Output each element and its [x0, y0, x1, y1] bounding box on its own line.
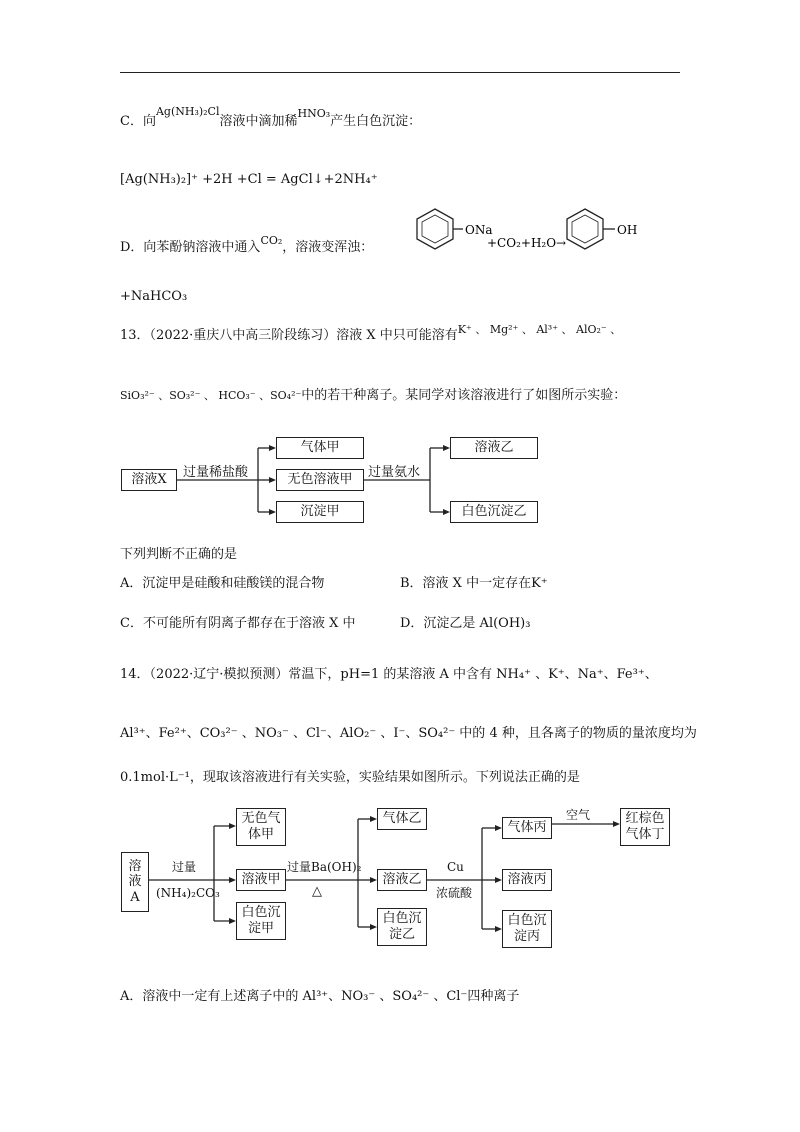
phenol-group: OH [617, 223, 638, 237]
option-c-reagent: Ag(NH₃)₂Cl [155, 105, 220, 118]
q14-number: 14． [120, 667, 150, 682]
q13-ions-line1: K⁺ 、 Mg²⁺ 、 Al³⁺ 、 AlO₂⁻ 、 [457, 323, 622, 336]
q14-reagent3-bottom: 浓硫酸 [436, 886, 473, 900]
q13-box-white-precipitate-b: 白色沉淀乙 [450, 501, 538, 523]
option-c-suffix: 产生白色沉淀： [330, 114, 422, 129]
q14-reagent4: 空气 [566, 808, 591, 822]
q14-source: （2022·辽宁·模拟预测） [149, 667, 289, 682]
q14-reagent2-top: 过量Ba(OH)₂ [287, 860, 362, 874]
q14-box-solution-b: 溶液乙 [377, 869, 427, 891]
q13-question: 下列判断不正确的是 [120, 547, 238, 562]
q14-box-colorless-gas-a: 无色气体甲 [236, 808, 286, 846]
q13-box-solution-x: 溶液X [121, 469, 177, 491]
q13-option-d: D．沉淀乙是 Al(OH)₃ [400, 616, 531, 631]
q14-box-solution-a1: 溶液甲 [236, 869, 286, 891]
option-c-mid: 溶液中滴加稀 [219, 114, 298, 129]
q14-reagent2-bottom: △ [312, 884, 322, 899]
q13-ions-line2: SiO₃²⁻ 、SO₃²⁻ 、 HCO₃⁻ 、SO₄²⁻ [120, 389, 302, 402]
option-d-prefix: D．向苯酚钠溶液中通入 [120, 240, 261, 255]
q14-box-white-precipitate-c: 白色沉淀丙 [502, 910, 552, 948]
q14-reagent1-bottom: (NH₄)₂CO₃ [156, 886, 220, 900]
q13-stem-b: 中的若干种离子。某同学对该溶液进行了如图所示实验： [301, 388, 627, 403]
phenolate-group: ONa [465, 223, 493, 237]
option-d-tail: +NaHCO₃ [120, 289, 188, 304]
q13-box-solution-b: 溶液乙 [450, 437, 538, 459]
option-c-equation: [Ag(NH₃)₂]⁺ +2H +Cl = AgCl↓+2NH₄⁺ [120, 172, 378, 187]
q14-box-gas-b: 气体乙 [377, 808, 427, 830]
q13-box-precipitate-a: 沉淀甲 [276, 501, 364, 523]
q13-box-gas-a: 气体甲 [276, 437, 364, 459]
q13-box-solution-a: 无色溶液甲 [276, 469, 364, 491]
q14-stem-line2: Al³⁺、Fe²⁺、CO₃²⁻ 、NO₃⁻ 、Cl⁻、AlO₂⁻ 、I⁻、SO₄²⁻ 中的 4 种，且各离子的物质的量浓度均为 [120, 726, 697, 741]
q14-stem-text1: 常温下，pH=1 的某溶液 A 中含有 NH₄⁺ 、K⁺、Na⁺、Fe³⁺、 [288, 667, 658, 682]
q14-reagent3-top: Cu [447, 860, 464, 874]
q13-reagent1: 过量稀盐酸 [183, 465, 249, 480]
option-d-suffix: ，溶液变浑浊： [282, 240, 374, 255]
q14-box-gas-c: 气体丙 [502, 817, 552, 839]
q14-box-solution-c: 溶液丙 [502, 869, 552, 891]
option-c-prefix: C．向 [120, 114, 156, 129]
q14-stem-line3: 0.1mol·L⁻¹，现取该溶液进行有关实验，实验结果如图所示。下列说法正确的是 [120, 770, 580, 785]
q14-reagent1-top: 过量 [172, 860, 197, 874]
q13-stem-a: 溶液 X 中只可能溶有 [336, 328, 458, 343]
q13-option-a: A．沉淀甲是硅酸和硅酸镁的混合物 [120, 576, 325, 591]
option-c-acid: HNO₃ [297, 107, 331, 120]
q13-reagent2: 过量氨水 [368, 465, 421, 480]
q14-box-solution-a: 溶液A [121, 852, 149, 912]
q13-option-b: B．溶液 X 中一定存在K⁺ [400, 576, 548, 591]
q13-source: （2022·重庆八中高三阶段练习） [149, 328, 337, 343]
q14-box-white-precipitate-a: 白色沉淀甲 [236, 902, 286, 940]
q13-option-c: C．不可能所有阴离子都存在于溶液 X 中 [120, 616, 356, 631]
q14-box-red-brown-gas-d: 红棕色气体丁 [620, 808, 670, 846]
q13-number: 13． [120, 328, 150, 343]
option-d-gas: CO₂ [260, 234, 283, 247]
q14-option-a: A．溶液中一定有上述离子中的 Al³⁺、NO₃⁻ 、SO₄²⁻ 、Cl⁻四种离子 [120, 989, 520, 1004]
q14-box-white-precipitate-b: 白色沉淀乙 [377, 908, 427, 946]
reaction-middle: +CO₂+H₂O→ [487, 236, 567, 250]
